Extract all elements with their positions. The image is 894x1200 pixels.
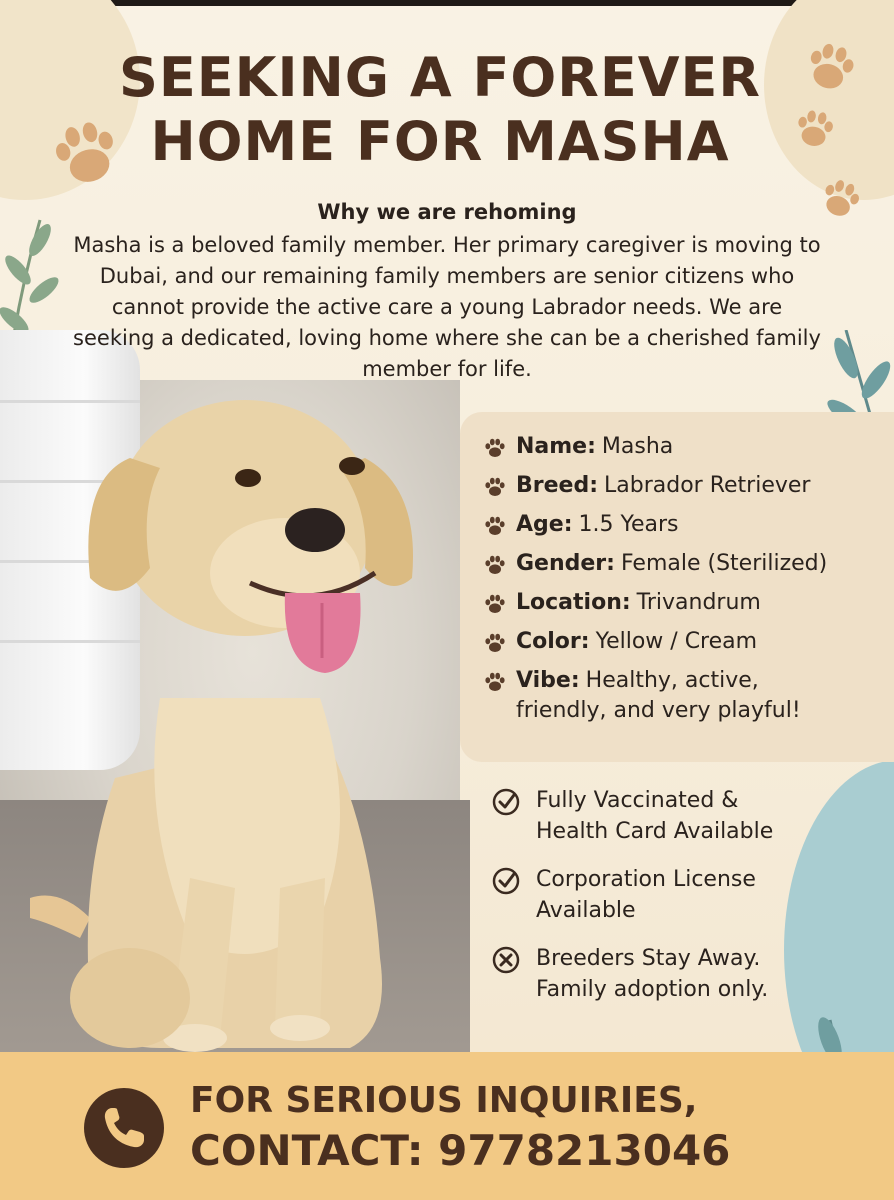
detail-label: Age: [516, 512, 573, 537]
paw-icon [482, 475, 508, 499]
requirement-license [490, 864, 850, 926]
contact-line-1: FOR SERIOUS INQUIRIES, [190, 1080, 698, 1121]
requirement-line: Available [536, 898, 636, 923]
paw-icon [482, 553, 508, 577]
paw-icon [482, 592, 508, 616]
requirements-list [490, 785, 850, 1022]
requirement-vaccinated [490, 785, 850, 847]
detail-value: Female (Sterilized) [620, 551, 828, 576]
detail-value: 1.5 Years [578, 512, 679, 537]
detail-vibe [482, 666, 882, 726]
phone-icon [84, 1088, 164, 1168]
requirement-line: Fully Vaccinated & [536, 788, 739, 813]
detail-label: Name: [516, 434, 596, 459]
detail-location [482, 588, 882, 618]
paw-icon [482, 631, 508, 655]
detail-name [482, 432, 882, 462]
detail-label: Vibe: [516, 668, 580, 693]
x-circle-icon [490, 945, 522, 975]
requirement-no-breeders [490, 943, 850, 1005]
check-circle-icon [490, 866, 522, 896]
detail-gender [482, 549, 882, 579]
paw-icon [482, 436, 508, 460]
requirement-line: Corporation License [536, 867, 756, 892]
paw-icon [482, 670, 508, 694]
paw-icon [482, 514, 508, 538]
detail-value: Masha [601, 434, 674, 459]
detail-label: Color: [516, 629, 590, 654]
detail-breed [482, 471, 882, 501]
detail-label: Gender: [516, 551, 615, 576]
top-border [0, 0, 894, 6]
detail-color [482, 627, 882, 657]
detail-label: Location: [516, 590, 631, 615]
check-circle-icon [490, 787, 522, 817]
requirement-line: Health Card Available [536, 819, 774, 844]
detail-value: Trivandrum [636, 590, 761, 615]
contact-text [190, 1076, 810, 1176]
detail-value: Labrador Retriever [604, 473, 811, 498]
rehoming-heading: Why we are rehoming [317, 200, 577, 224]
title-line-1: SEEKING A FOREVER [118, 46, 762, 109]
poster-title [40, 46, 840, 174]
dog-photo [20, 398, 460, 1058]
detail-age [482, 510, 882, 540]
detail-value: Yellow / Cream [595, 629, 758, 654]
requirement-line: Breeders Stay Away. [536, 946, 761, 971]
title-line-2: HOME FOR MASHA [150, 110, 730, 173]
detail-label: Breed: [516, 473, 599, 498]
contact-phone-number[interactable]: CONTACT: 9778213046 [190, 1126, 731, 1175]
rehoming-text: Masha is a beloved family member. Her primary caregiver is moving to Dubai, and our remaining family members are senior citizens who cannot provide the active care a young Labrador needs. We are seeking a dedicated, loving home where she can be a cherished family member for life. [73, 233, 821, 381]
details-list [482, 432, 882, 735]
requirement-line: Family adoption only. [536, 977, 769, 1002]
detail-value-continued: friendly, and very playful! [516, 698, 801, 723]
detail-value: Healthy, active, [585, 668, 759, 693]
